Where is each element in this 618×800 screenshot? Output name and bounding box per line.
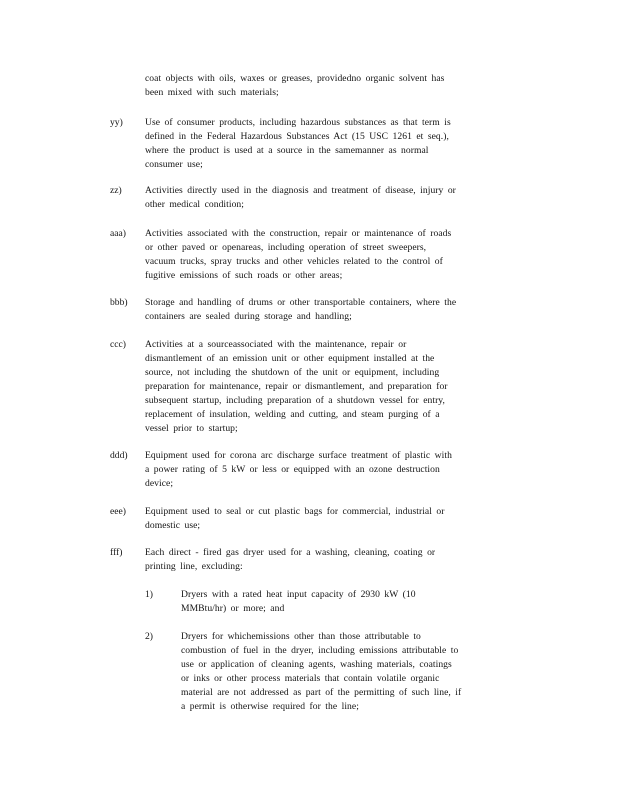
text-line: combustion of fuel in the dryer, including emissions attributable to xyxy=(181,645,459,656)
text-line: subsequent startup, including preparation of a shutdown vessel for entry, xyxy=(145,395,445,406)
item-label: ddd) xyxy=(110,450,128,461)
text-line: Equipment used to seal or cut plastic bags for commercial, industrial or xyxy=(145,506,445,517)
item-label: ccc) xyxy=(110,339,126,350)
text-line: domestic use; xyxy=(145,520,201,531)
text-line: been mixed with such materials; xyxy=(145,87,279,98)
text-line: Each direct - fired gas dryer used for a washing, cleaning, coating or xyxy=(145,547,436,558)
text-line: fugitive emissions of such roads or other areas; xyxy=(145,270,343,281)
text-line: material are not addressed as part of the permitting of such line, if xyxy=(181,687,462,698)
text-line: vacuum trucks, spray trucks and other vehicles related to the control of xyxy=(145,256,443,267)
item-label: bbb) xyxy=(110,297,128,308)
item-label: aaa) xyxy=(110,228,126,239)
text-line: printing line, excluding: xyxy=(145,561,243,572)
text-line: or other paved or openareas, including operation of street sweepers, xyxy=(145,242,427,253)
sub-item-label: 1) xyxy=(145,589,153,600)
text-line: consumer use; xyxy=(145,159,203,170)
text-line: Equipment used for corona arc discharge surface treatment of plastic with xyxy=(145,450,452,461)
text-line: coat objects with oils, waxes or greases, providedno organic solvent has xyxy=(145,73,445,84)
item-label: yy) xyxy=(110,117,123,128)
text-line: Dryers for whichemissions other than those attributable to xyxy=(181,631,421,642)
text-line: Dryers with a rated heat input capacity of 2930 kW (10 xyxy=(181,589,416,600)
text-line: where the product is used at a source in the samemanner as normal xyxy=(145,145,429,156)
text-line: defined in the Federal Hazardous Substances Act (15 USC 1261 et seq.), xyxy=(145,131,449,142)
item-label: eee) xyxy=(110,506,126,517)
text-line: preparation for maintenance, repair or dismantlement, and preparation for xyxy=(145,381,448,392)
text-line: device; xyxy=(145,478,174,489)
text-line: other medical condition; xyxy=(145,199,244,210)
text-line: vessel prior to startup; xyxy=(145,423,238,434)
text-line: use or application of cleaning agents, washing materials, coatings xyxy=(181,659,452,670)
item-label: zz) xyxy=(110,185,122,196)
text-line: a power rating of 5 kW or less or equipped with an ozone destruction xyxy=(145,464,440,475)
item-label: fff) xyxy=(110,547,123,558)
text-line: replacement of insulation, welding and cutting, and steam purging of a xyxy=(145,409,440,420)
text-line: Storage and handling of drums or other transportable containers, where the xyxy=(145,297,457,308)
text-line: dismantlement of an emission unit or other equipment installed at the xyxy=(145,353,435,364)
text-line: Activities at a sourceassociated with the maintenance, repair or xyxy=(145,339,407,350)
text-line: Use of consumer products, including hazardous substances as that term is xyxy=(145,117,451,128)
text-line: containers are sealed during storage and handling; xyxy=(145,311,352,322)
text-line: Activities associated with the construction, repair or maintenance of roads xyxy=(145,228,452,239)
text-line: MMBtu/hr) or more; and xyxy=(181,603,285,614)
text-line: or inks or other process materials that contain volatile organic xyxy=(181,673,440,684)
sub-item-label: 2) xyxy=(145,631,153,642)
text-line: Activities directly used in the diagnosis and treatment of disease, injury or xyxy=(145,185,456,196)
text-line: a permit is otherwise required for the line; xyxy=(181,701,359,712)
text-line: source, not including the shutdown of the unit or equipment, including xyxy=(145,367,440,378)
